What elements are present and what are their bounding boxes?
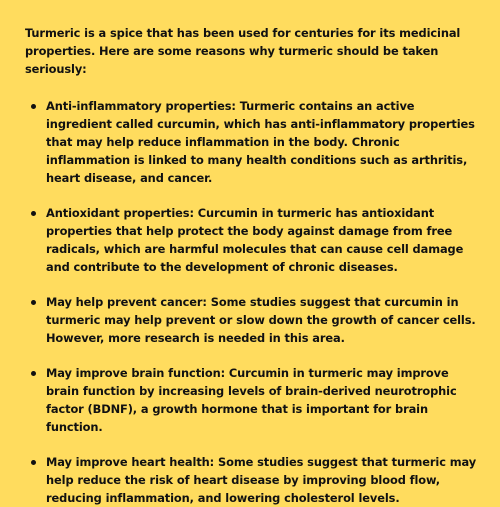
reason-text: Antioxidant properties: Curcumin in turmeric has antioxidant properties that help protect the body against damage from free radicals, which are harmful molecules that can cause cell damage and contribute to the development of chronic diseases. [46,206,464,274]
reason-text: May improve brain function: Curcumin in turmeric may improve brain function by increasing levels of brain-derived neurotrophic factor (BDNF), a growth hormone that is important for brain function. [46,366,457,434]
reason-anti-inflammatory [25,97,478,187]
bullet-icon [31,300,36,305]
reason-text: Anti-inflammatory properties: Turmeric contains an active ingredient called curcumin, which has anti-inflammatory properties that may help reduce inflammation in the body. Chronic inflammation is linked to many health conditions such as arthritis, heart disease, and cancer. [46,99,475,185]
bullet-icon [31,211,36,216]
bullet-icon [31,371,36,376]
reason-cancer [25,293,478,347]
bullet-icon [31,460,36,465]
reason-text: May help prevent cancer: Some studies suggest that curcumin in turmeric may help prevent or slow down the growth of cancer cells. However, more research is needed in this area. [46,295,476,345]
reason-brain [25,364,478,436]
reasons-list [25,97,478,507]
bullet-icon [31,104,36,109]
reason-antioxidant [25,204,478,276]
reason-text: May improve heart health: Some studies suggest that turmeric may help reduce the risk of heart disease by improving blood flow, reducing inflammation, and lowering cholesterol levels. [46,455,477,505]
reason-heart [25,453,478,507]
intro-paragraph: Turmeric is a spice that has been used for centuries for its medicinal properties. Here are some reasons why turmeric should be taken seriously: [25,26,461,76]
